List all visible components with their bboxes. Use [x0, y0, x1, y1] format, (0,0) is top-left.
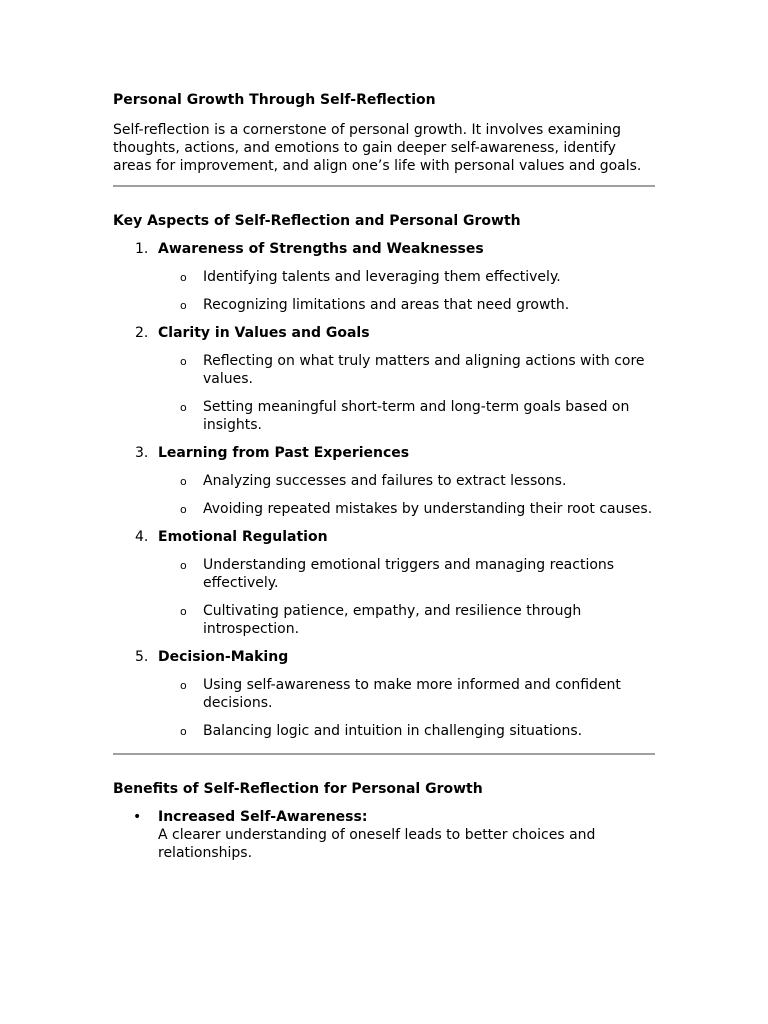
sub-item [158, 398, 655, 434]
sub-list [158, 472, 655, 518]
sub-item-text: Understanding emotional triggers and managing reactions effectively. [203, 557, 615, 591]
circle-bullet-icon: o [180, 271, 187, 284]
circle-bullet-icon: o [180, 605, 187, 618]
benefit-title: Increased Self-Awareness: [158, 809, 368, 825]
benefit-description: A clearer understanding of oneself leads to better choices and relationships. [158, 827, 596, 861]
sub-item [158, 268, 655, 286]
aspect-item [113, 528, 655, 638]
list-number: 5. [135, 649, 149, 665]
sub-item [158, 722, 655, 740]
sub-item [158, 472, 655, 490]
circle-bullet-icon: o [180, 299, 187, 312]
list-number: 3. [135, 445, 149, 461]
aspect-item [113, 444, 655, 518]
key-aspects-list [113, 240, 655, 740]
sub-list [158, 676, 655, 740]
sub-item [158, 676, 655, 712]
horizontal-divider [113, 185, 655, 187]
sub-item [158, 500, 655, 518]
aspect-title: Clarity in Values and Goals [158, 325, 370, 341]
sub-item-text: Setting meaningful short-term and long-term goals based on insights. [203, 399, 630, 433]
circle-bullet-icon: o [180, 559, 187, 572]
aspect-title: Emotional Regulation [158, 529, 328, 545]
sub-item [158, 556, 655, 592]
sub-item-text: Recognizing limitations and areas that need growth. [203, 297, 570, 313]
sub-item-text: Analyzing successes and failures to extract lessons. [203, 473, 567, 489]
benefits-heading: Benefits of Self-Reflection for Personal Growth [113, 781, 483, 797]
sub-item-text: Identifying talents and leveraging them effectively. [203, 269, 561, 285]
sub-item-text: Avoiding repeated mistakes by understanding their root causes. [203, 501, 653, 517]
circle-bullet-icon: o [180, 401, 187, 414]
horizontal-divider [113, 753, 655, 755]
bullet-icon: • [133, 809, 142, 825]
sub-item-text: Cultivating patience, empathy, and resilience through introspection. [203, 603, 582, 637]
sub-list [158, 268, 655, 314]
circle-bullet-icon: o [180, 355, 187, 368]
circle-bullet-icon: o [180, 725, 187, 738]
sub-item [158, 352, 655, 388]
aspect-item [113, 240, 655, 314]
sub-item-text: Balancing logic and intuition in challenging situations. [203, 723, 583, 739]
document-content [113, 91, 655, 862]
sub-list [158, 556, 655, 638]
sub-list [158, 352, 655, 434]
list-number: 1. [135, 241, 149, 257]
sub-item [158, 296, 655, 314]
circle-bullet-icon: o [180, 503, 187, 516]
sub-item [158, 602, 655, 638]
aspect-title: Awareness of Strengths and Weaknesses [158, 241, 484, 257]
sub-item-text: Using self-awareness to make more informed and confident decisions. [203, 677, 621, 711]
list-number: 2. [135, 325, 149, 341]
aspect-item [113, 648, 655, 740]
benefits-list [113, 808, 655, 862]
document-title: Personal Growth Through Self-Reflection [113, 92, 436, 108]
circle-bullet-icon: o [180, 475, 187, 488]
aspect-title: Learning from Past Experiences [158, 445, 410, 461]
sub-item-text: Reflecting on what truly matters and aligning actions with core values. [203, 353, 645, 387]
key-aspects-heading: Key Aspects of Self-Reflection and Personal Growth [113, 213, 521, 229]
list-number: 4. [135, 529, 149, 545]
circle-bullet-icon: o [180, 679, 187, 692]
benefit-item [113, 808, 655, 862]
aspect-title: Decision-Making [158, 649, 289, 665]
intro-paragraph: Self-reflection is a cornerstone of personal growth. It involves examining thoughts, actions, and emotions to gain deeper self-awareness, identify areas for improvement, and align one’s life with personal values and goals. [113, 122, 642, 174]
aspect-item [113, 324, 655, 434]
